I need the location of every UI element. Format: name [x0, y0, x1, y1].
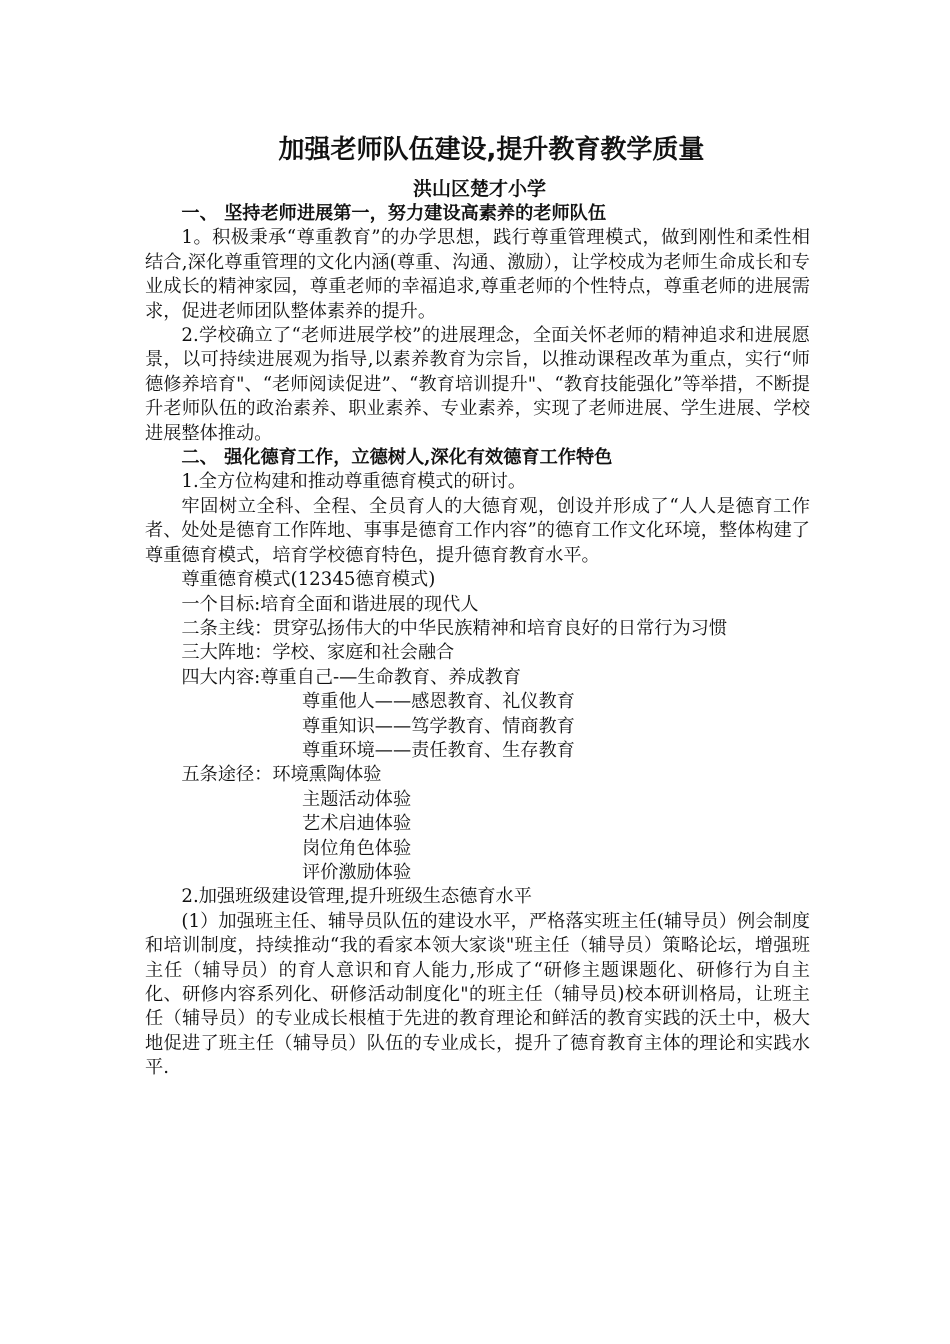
- model-paths-row: [145, 763, 810, 787]
- section-1-paragraph-2: 2.学校确立了“老师进展学校”的进展理念，全面关怀老师的精神追求和进展愿景，以可持续进展观为指导,以素养教育为宗旨，以推动课程改革为重点，实行“师德修养培育"、“老师阅读促进”、“教育培训提升"、“教育技能强化”等举措，不断提升老师队伍的政治素养、职业素养、专业素养，实现了老师进展、学生进展、学校进展整体推动。: [145, 325, 810, 444]
- section-1-paragraph-1: 1。积极秉承“尊重教育”的办学思想，践行尊重管理模式，做到刚性和柔性相结合,深化尊重管理的文化内涵(尊重、沟通、激励），让学校成为老师生命成长和专业成长的精神家园，尊重老师的幸福追求,尊重老师的个性特点，尊重老师的进展需求，促进老师团队整体素养的提升。: [145, 227, 810, 322]
- section-1-heading: 一、 坚持老师进展第一，努力建设高素养的老师队伍: [181, 203, 607, 224]
- section-2-item-1: 1.全方位构建和推动尊重德育模式的研讨。: [181, 471, 527, 493]
- document-page: [145, 128, 810, 1081]
- document-title: 加强老师队伍建设,提升教育教学质量: [278, 135, 705, 165]
- model-content-item: 尊重知识——笃学教育、情商教育: [302, 715, 575, 737]
- model-bases: 三大阵地：学校、家庭和社会融合: [181, 642, 455, 664]
- model-path-item: 主题活动体验: [302, 788, 412, 810]
- model-path-item: 艺术启迪体验: [302, 813, 412, 835]
- model-contents-label: 四大内容:: [181, 666, 261, 688]
- model-path-item: 评价激励体验: [302, 861, 412, 883]
- model-paths-label: 五条途径：: [181, 764, 273, 786]
- section-2-paragraph-2: (1）加强班主任、辅导员队伍的建设水平，严格落实班主任(辅导员）例会制度和培训制度，持续推动“我的看家本领大家谈"班主任（辅导员）策略论坛，增强班主任（辅导员）的育人意识和育人能力,形成了“研修主题课题化、研修行为自主化、研修内容系列化、研修活动制度化"的班主任（辅导员)校本研训格局，让班主任（辅导员）的专业成长根植于先进的教育理论和鲜活的教育实践的沃土中，极大地促进了班主任（辅导员）队伍的专业成长，提升了德育教育主体的理论和实践水平.: [145, 910, 810, 1079]
- model-content-item: 尊重环境——责任教育、生存教育: [302, 739, 575, 761]
- section-2-heading: 二、 强化德育工作，立德树人,深化有效德育工作特色: [181, 447, 613, 469]
- model-path-item: 环境熏陶体验: [272, 764, 382, 786]
- model-contents-row: [145, 666, 810, 690]
- model-title: 尊重德育模式(12345德育模式): [181, 569, 436, 591]
- model-path-item: 岗位角色体验: [302, 837, 412, 859]
- model-content-item: 尊重自己-—生命教育、养成教育: [260, 666, 522, 688]
- model-goal: 一个目标:培育全面和谐进展的现代人: [181, 593, 479, 615]
- model-content-item: 尊重他人——感恩教育、礼仪教育: [302, 691, 575, 713]
- model-mainline: 二条主线：贯穿弘扬伟大的中华民族精神和培育良好的日常行为习惯: [181, 617, 728, 639]
- section-2-paragraph-1: 牢固树立全科、全程、全员育人的大德育观，创设并形成了“人人是德育工作者、处处是德育工作阵地、事事是德育工作内容”的德育工作文化环境，整体构建了尊重德育模式，培育学校德育特色，提升德育教育水平。: [145, 495, 810, 566]
- section-2-item-2: 2.加强班级建设管理,提升班级生态德育水平: [181, 886, 532, 908]
- document-subtitle: 洪山区楚才小学: [412, 178, 546, 200]
